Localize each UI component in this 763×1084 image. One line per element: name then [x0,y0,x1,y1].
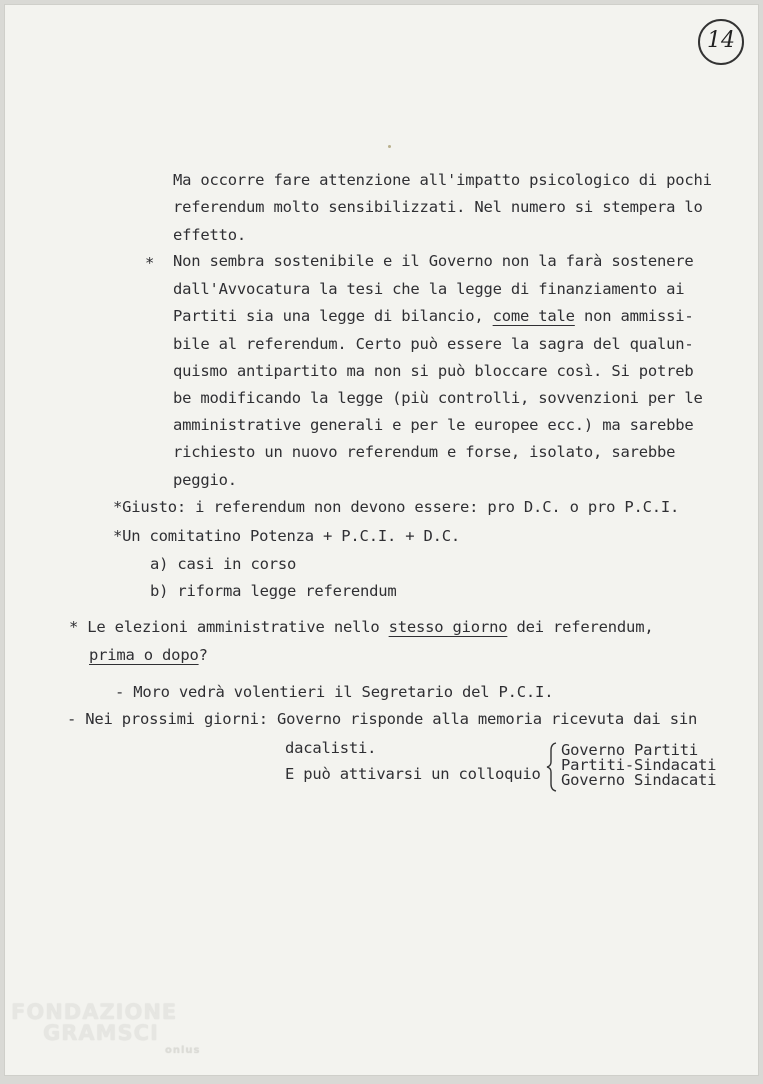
underlined-phrase: prima o dopo [89,646,199,664]
curly-brace [545,742,559,792]
text-line: referendum molto sensibilizzati. Nel numero si stempera lo [173,198,703,216]
text-line: amministrative generali e per le europee ecc.) ma sarebbe [173,416,694,434]
text-line: quismo antipartito ma non si può bloccare così. Si potreb [173,362,694,380]
brace-option: Governo Partiti [561,741,698,759]
list-item: a) casi in corso [150,555,297,573]
text-line: Partiti sia una legge di bilancio, come tale non ammissi- [173,307,694,325]
text-line: bile al referendum. Certo può essere la sagra del qualun- [173,335,694,353]
text-line: *Giusto: i referendum non devono essere: pro D.C. o pro P.C.I. [113,498,680,516]
underlined-phrase: stesso giorno [388,618,508,636]
watermark-line: GRAMSCI [43,1021,159,1045]
text-line: dacalisti. [285,739,377,757]
text-line: Non sembra sostenibile e il Governo non la farà sostenere [173,252,694,270]
text-line: effetto. [173,226,247,244]
page-number: 14 [698,19,744,65]
document-page [4,4,759,1076]
text-line: Ma occorre fare attenzione all'impatto psicologico di pochi [173,171,712,189]
watermark-line: onlus [165,1045,201,1056]
list-item: b) riforma legge referendum [150,582,397,600]
paper-speck [388,145,391,148]
underlined-phrase: come tale [492,307,575,325]
bullet-asterisk: * [145,254,155,272]
text-line: dall'Avvocatura la tesi che la legge di finanziamento ai [173,280,685,298]
text-line: be modificando la legge (più controlli, sovvenzioni per le [173,389,703,407]
text-line: prima o dopo? [89,646,208,664]
text-line: *Un comitatino Potenza + P.C.I. + D.C. [113,527,461,545]
text-line: E può attivarsi un colloquio [285,765,541,783]
text-line: * Le elezioni amministrative nello stesso giorno dei referendum, [69,618,654,636]
text-line: peggio. [173,471,237,489]
text-line: richiesto un nuovo referendum e forse, isolato, sarebbe [173,443,676,461]
text-line: - Nei prossimi giorni: Governo risponde alla memoria ricevuta dai sin [67,710,698,728]
text-line: - Moro vedrà volentieri il Segretario del P.C.I. [115,683,554,701]
watermark-line: FONDAZIONE [11,1000,178,1024]
brace-option: Governo Sindacati [561,771,717,789]
brace-option: Partiti-Sindacati [561,756,717,774]
